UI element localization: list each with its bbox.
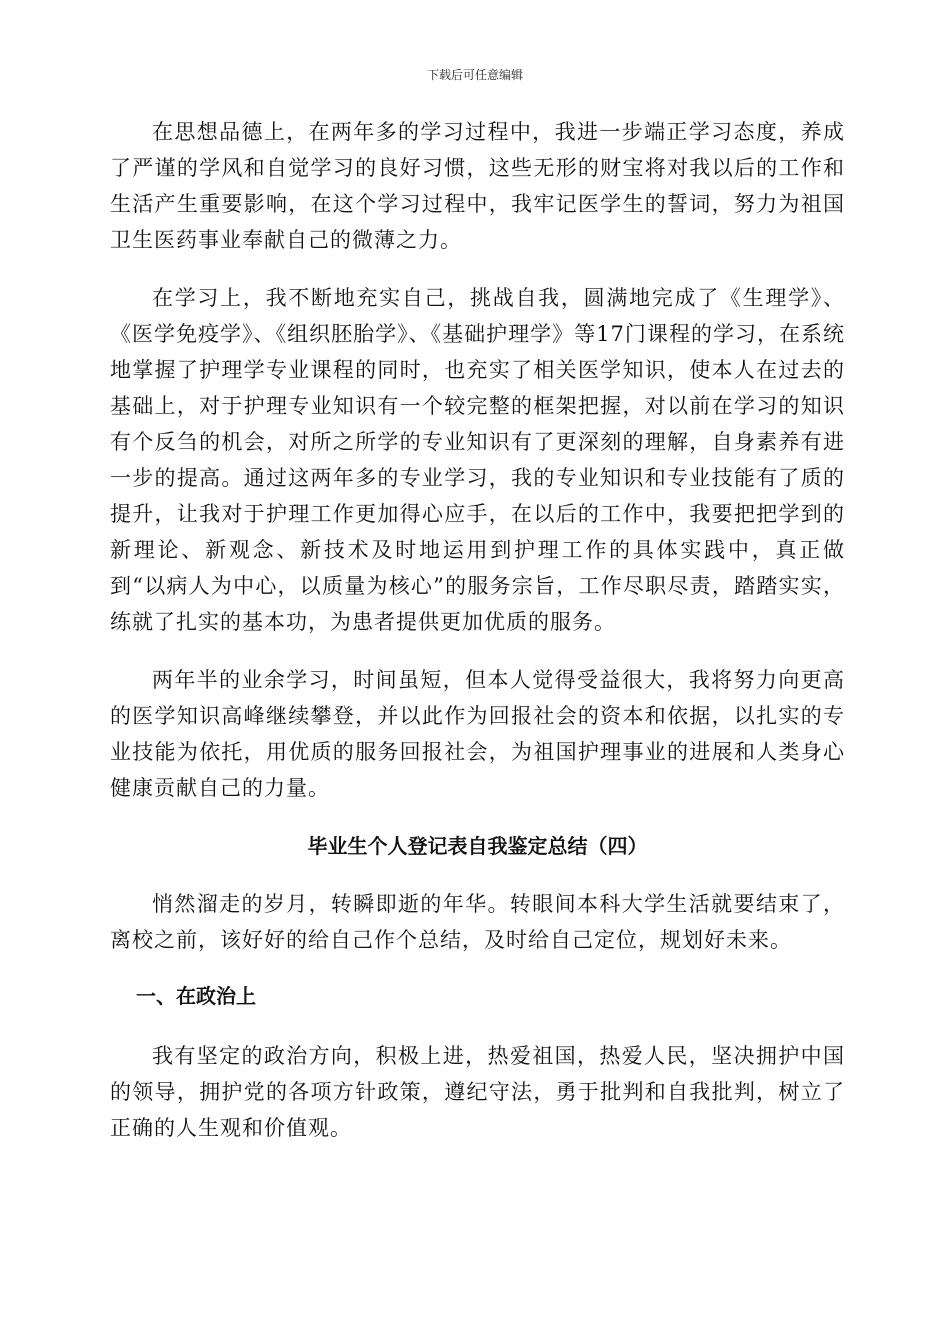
document-body xyxy=(110,114,845,1168)
paragraph-politics: 我有坚定的政治方向，积极上进，热爱祖国，热爱人民，坚决拥护中国的领导，拥护党的各项方针政策，遵纪守法，勇于批判和自我批判，树立了正确的人生观和价值观。 xyxy=(110,1044,845,1140)
paragraph-study: 在学习上，我不断地充实自己，挑战自我，圆满地完成了《生理学》、《医学免疫学》、《组织胚胎学》、《基础护理学》等17门课程的学习，在系统地掌握了护理学专业课程的同时，也充实了相关医学知识，使本人在过去的基础上，对于护理专业知识有一个较完整的框架把握，对以前在学习的知识有个反刍的机会，对所之所学的专业知识有了更深刻的理解，自身素养有进一步的提高。通过这两年多的专业学习，我的专业知识和专业技能有了质的提升，让我对于护理工作更加得心应手，在以后的工作中，我要把把学到的新理论、新观念、新技术及时地运用到护理工作的具体实践中，真正做到“以病人为中心，以质量为核心”的服务宗旨，工作尽职尽责，踏踏实实，练就了扎实的基本功，为患者提供更加优质的服务。 xyxy=(110,286,845,634)
paragraph-intro: 悄然溜走的岁月，转瞬即逝的年华。转眼间本科大学生活就要结束了，离校之前，该好好的给自己作个总结，及时给自己定位，规划好未来。 xyxy=(110,892,845,952)
paragraph-summary: 两年半的业余学习，时间虽短，但本人觉得受益很大，我将努力向更高的医学知识高峰继续攀登，并以此作为回报社会的资本和依据，以扎实的专业技能为依托，用优质的服务回报社会，为祖国护理事业的进展和人类身心健康贡献自己的力量。 xyxy=(110,668,845,800)
subheading-politics: 一、在政治上 xyxy=(136,984,256,1008)
paragraph-moral: 在思想品德上，在两年多的学习过程中，我进一步端正学习态度，养成了严谨的学风和自觉学习的良好习惯，这些无形的财宝将对我以后的工作和生活产生重要影响，在这个学习过程中，我牢记医学生的誓词，努力为祖国卫生医药事业奉献自己的微薄之力。 xyxy=(110,120,845,252)
section-title: 毕业生个人登记表自我鉴定总结（四） xyxy=(307,834,648,858)
page-header: 下载后可任意编辑 xyxy=(426,68,523,82)
